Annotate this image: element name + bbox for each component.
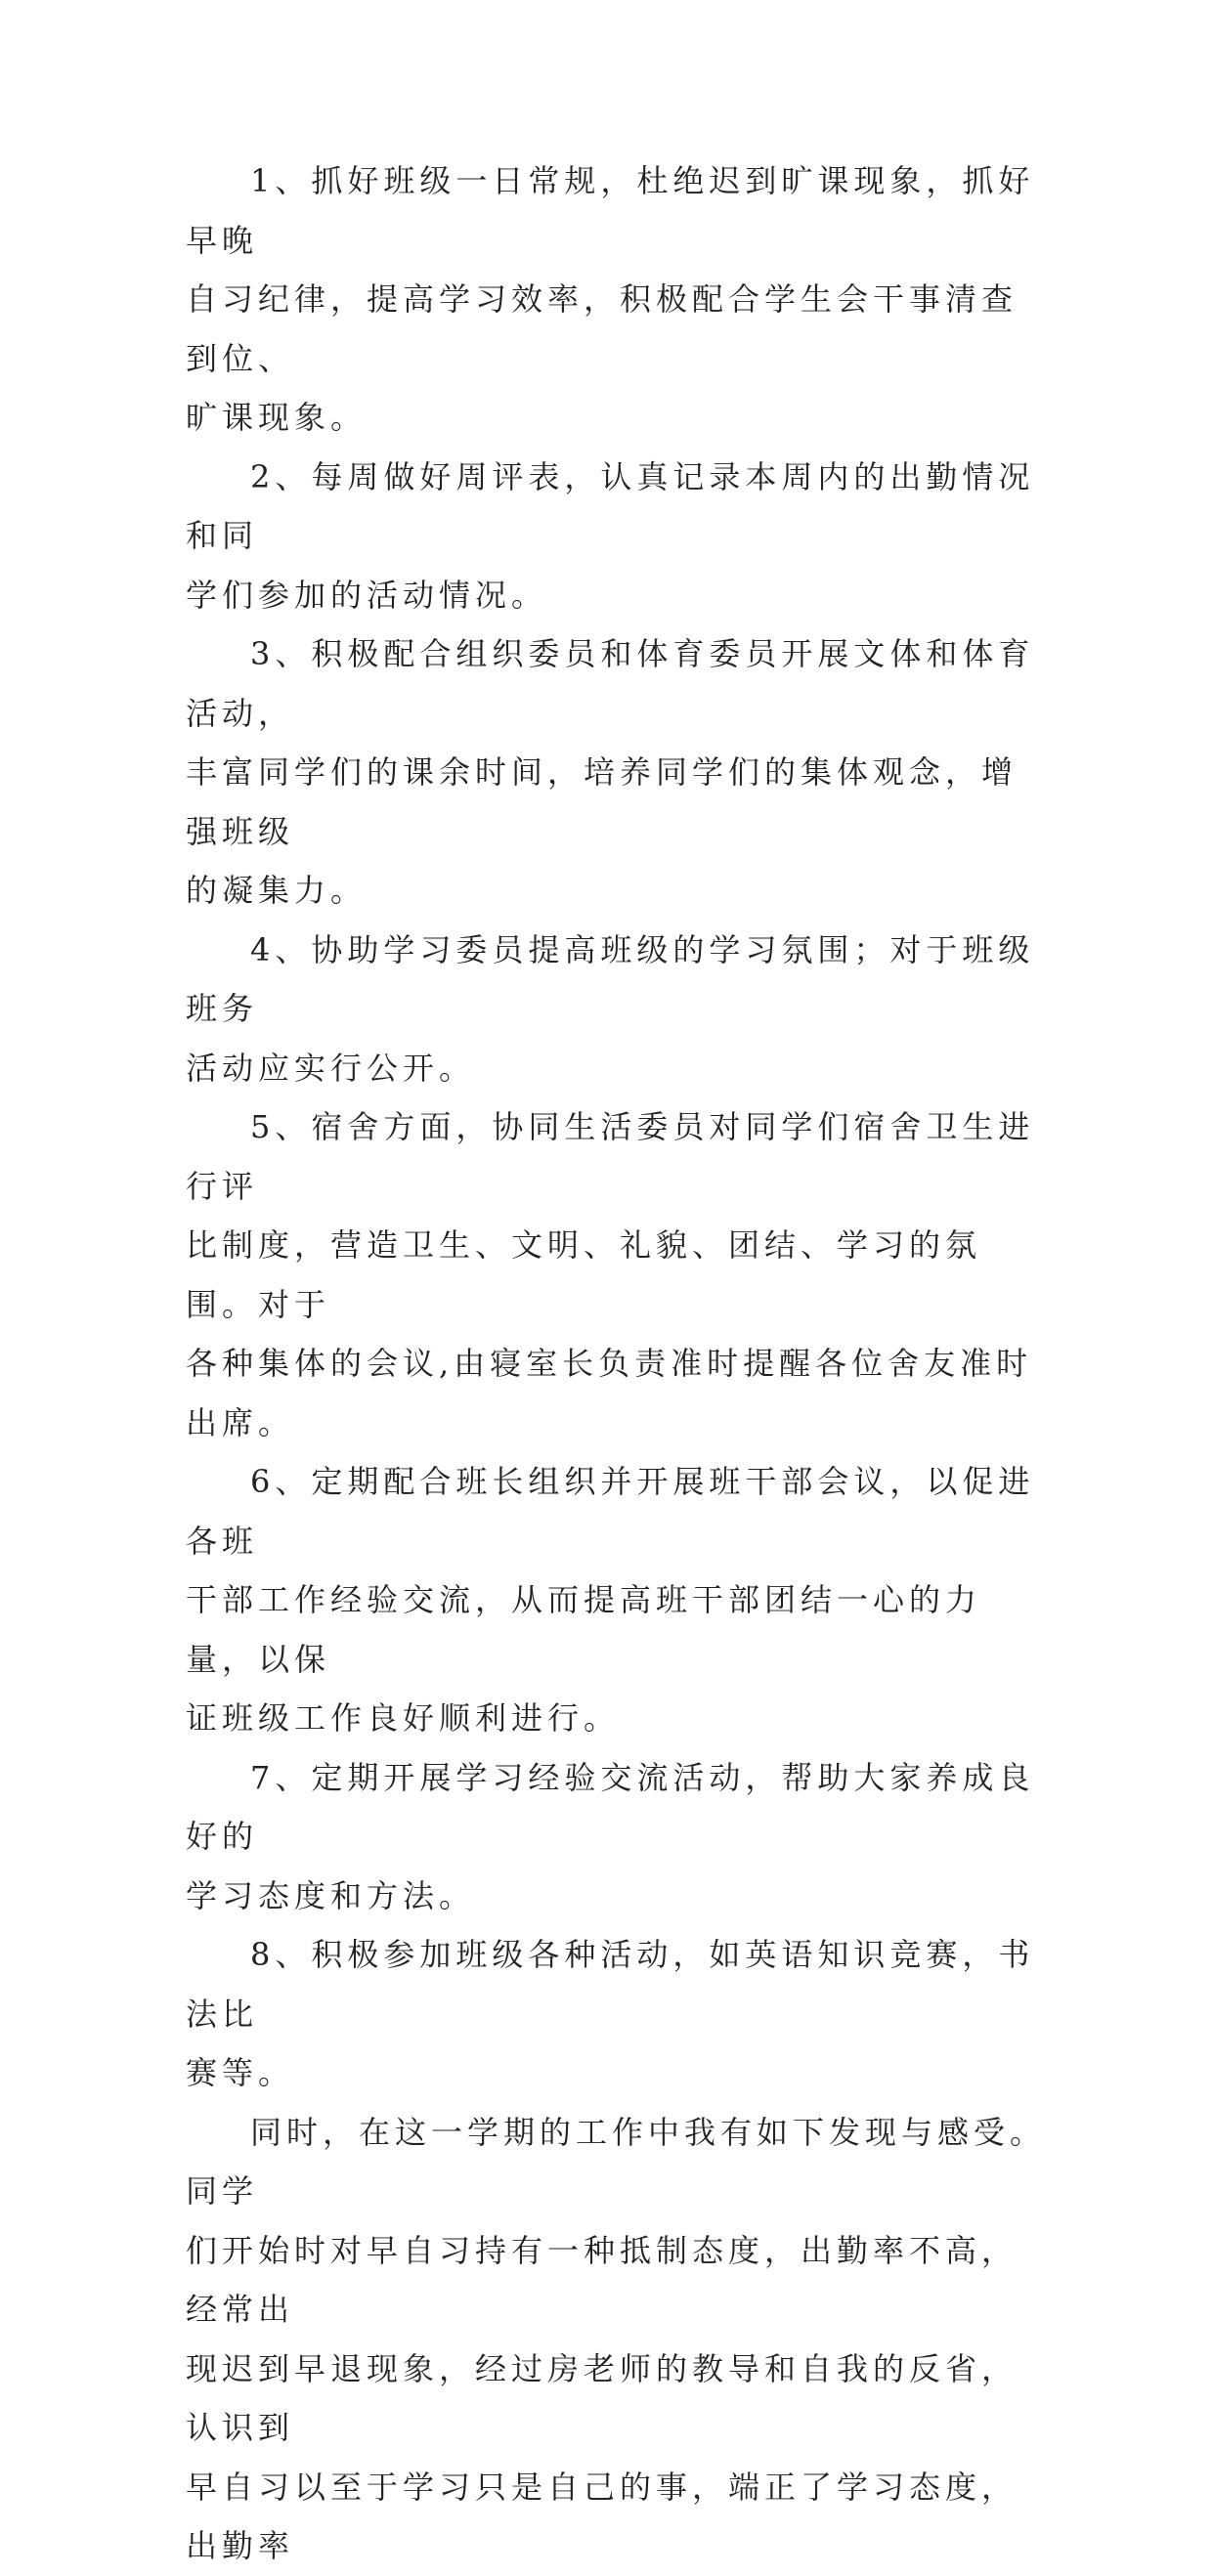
paragraph-4: 4、协助学习委员提高班级的学习氛围；对于班级班务 活动应实行公开。 [186, 930, 1035, 1087]
paragraph-8: 8、积极参加班级各种活动，如英语知识竞赛，书法比 赛等。 [186, 1936, 1035, 2091]
paragraph-2: 2、每周做好周评表，认真记录本周内的出勤情况和同 学们参加的活动情况。 [186, 457, 1035, 614]
paragraph-1: 1、抓好班级一日常规，杜绝迟到旷课现象，抓好早晚 自习纪律，提高学习效率，积极配合学生会干事清查到位、 旷课现象。 [186, 162, 1035, 436]
paragraph-6: 6、定期配合班长组织并开展班干部会议，以促进各班 干部工作经验交流，从而提高班干部团结一心的力量，以保 证班级工作良好顺利进行。 [186, 1463, 1035, 1737]
paragraph-5: 5、宿舍方面，协同生活委员对同学们宿舍卫生进行评 比制度，营造卫生、文明、礼貌、团结、学习的氛围。对于 各种集体的会议,由寝室长负责准时提醒各位舍友准时出席。 [186, 1108, 1035, 1441]
paragraph-3: 3、积极配合组织委员和体育委员开展文体和体育活动， 丰富同学们的课余时间，培养同学们的集体观念，增强班级 的凝集力。 [186, 635, 1035, 909]
document-body [186, 151, 1046, 2576]
paragraph-7: 7、定期开展学习经验交流活动，帮助大家养成良好的 学习态度和方法。 [186, 1758, 1035, 1914]
paragraph-9: 同时，在这一学期的工作中我有如下发现与感受。同学 们开始时对早自习持有一种抵制态度，出勤率不高，经常出 现迟到早退现象，经过房老师的教导和自我的反省，认识到 早自习以至于学习只是自己的事，端正了学习态度，出勤率 [186, 2113, 1047, 2564]
